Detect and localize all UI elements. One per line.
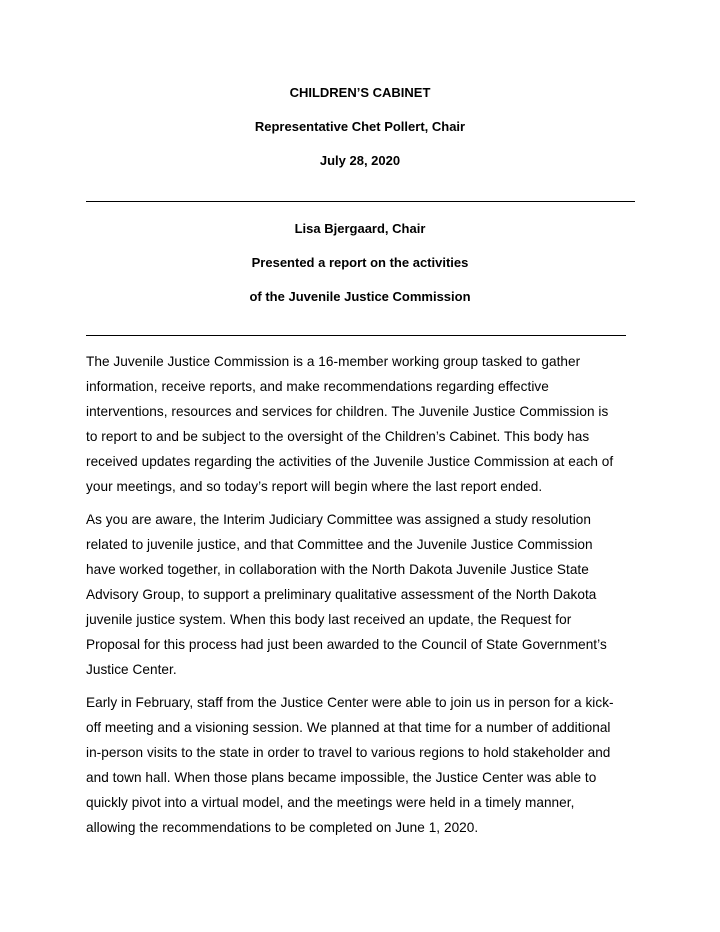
paragraph-line: quickly pivot into a virtual model, and the meetings were held in a timely manner, [86, 795, 575, 810]
paragraph-line: information, receive reports, and make recommendations regarding effective [86, 379, 549, 394]
header-divider [86, 201, 635, 202]
paragraph-line: off meeting and a visioning session. We planned at that time for a number of additional [86, 720, 611, 735]
paragraph-line: received updates regarding the activities of the Juvenile Justice Commission at each of [86, 454, 614, 469]
report-body-3 [86, 690, 638, 840]
presenter-divider [86, 335, 626, 336]
document-title: CHILDREN’S CABINET [289, 85, 431, 100]
report-body-2 [86, 507, 638, 682]
paragraph-3 [86, 690, 638, 840]
paragraph-line: allowing the recommendations to be completed on June 1, 2020. [86, 820, 479, 835]
paragraph-line: your meetings, and so today’s report will begin where the last report ended. [86, 479, 543, 494]
paragraph-line: The Juvenile Justice Commission is a 16-member working group tasked to gather [86, 354, 581, 369]
paragraph-line: interventions, resources and services for children. The Juvenile Justice Commission is [86, 404, 609, 419]
paragraph-line: juvenile justice system. When this body last received an update, the Request for [86, 612, 572, 627]
meeting-date: July 28, 2020 [319, 153, 401, 168]
report-body [86, 349, 638, 499]
paragraph-line: Justice Center. [86, 662, 177, 677]
paragraph-line: and town hall. When those plans became impossible, the Justice Center was able to [86, 770, 597, 785]
presenter-name: Lisa Bjergaard, Chair [294, 221, 426, 236]
paragraph-2 [86, 507, 638, 682]
paragraph-line: in-person visits to the state in order to travel to various regions to hold stakeholder and [86, 745, 611, 760]
paragraph-line: have worked together, in collaboration with the North Dakota Juvenile Justice State [86, 562, 589, 577]
paragraph-line: Advisory Group, to support a preliminary qualitative assessment of the North Dakota [86, 587, 597, 602]
committee-chair: Representative Chet Pollert, Chair [254, 119, 466, 134]
paragraph-line: Early in February, staff from the Justice Center were able to join us in person for a kick- [86, 695, 614, 710]
paragraph-1 [86, 349, 638, 499]
paragraph-line: Proposal for this process had just been awarded to the Council of State Government’s [86, 637, 607, 652]
paragraph-line: As you are aware, the Interim Judiciary Committee was assigned a study resolution [86, 512, 591, 527]
presentation-subject-line-2: of the Juvenile Justice Commission [249, 289, 471, 304]
paragraph-line: to report to and be subject to the oversight of the Children’s Cabinet. This body has [86, 429, 590, 444]
paragraph-line: related to juvenile justice, and that Committee and the Juvenile Justice Commission [86, 537, 593, 552]
presentation-subject-line-1: Presented a report on the activities [251, 255, 469, 270]
